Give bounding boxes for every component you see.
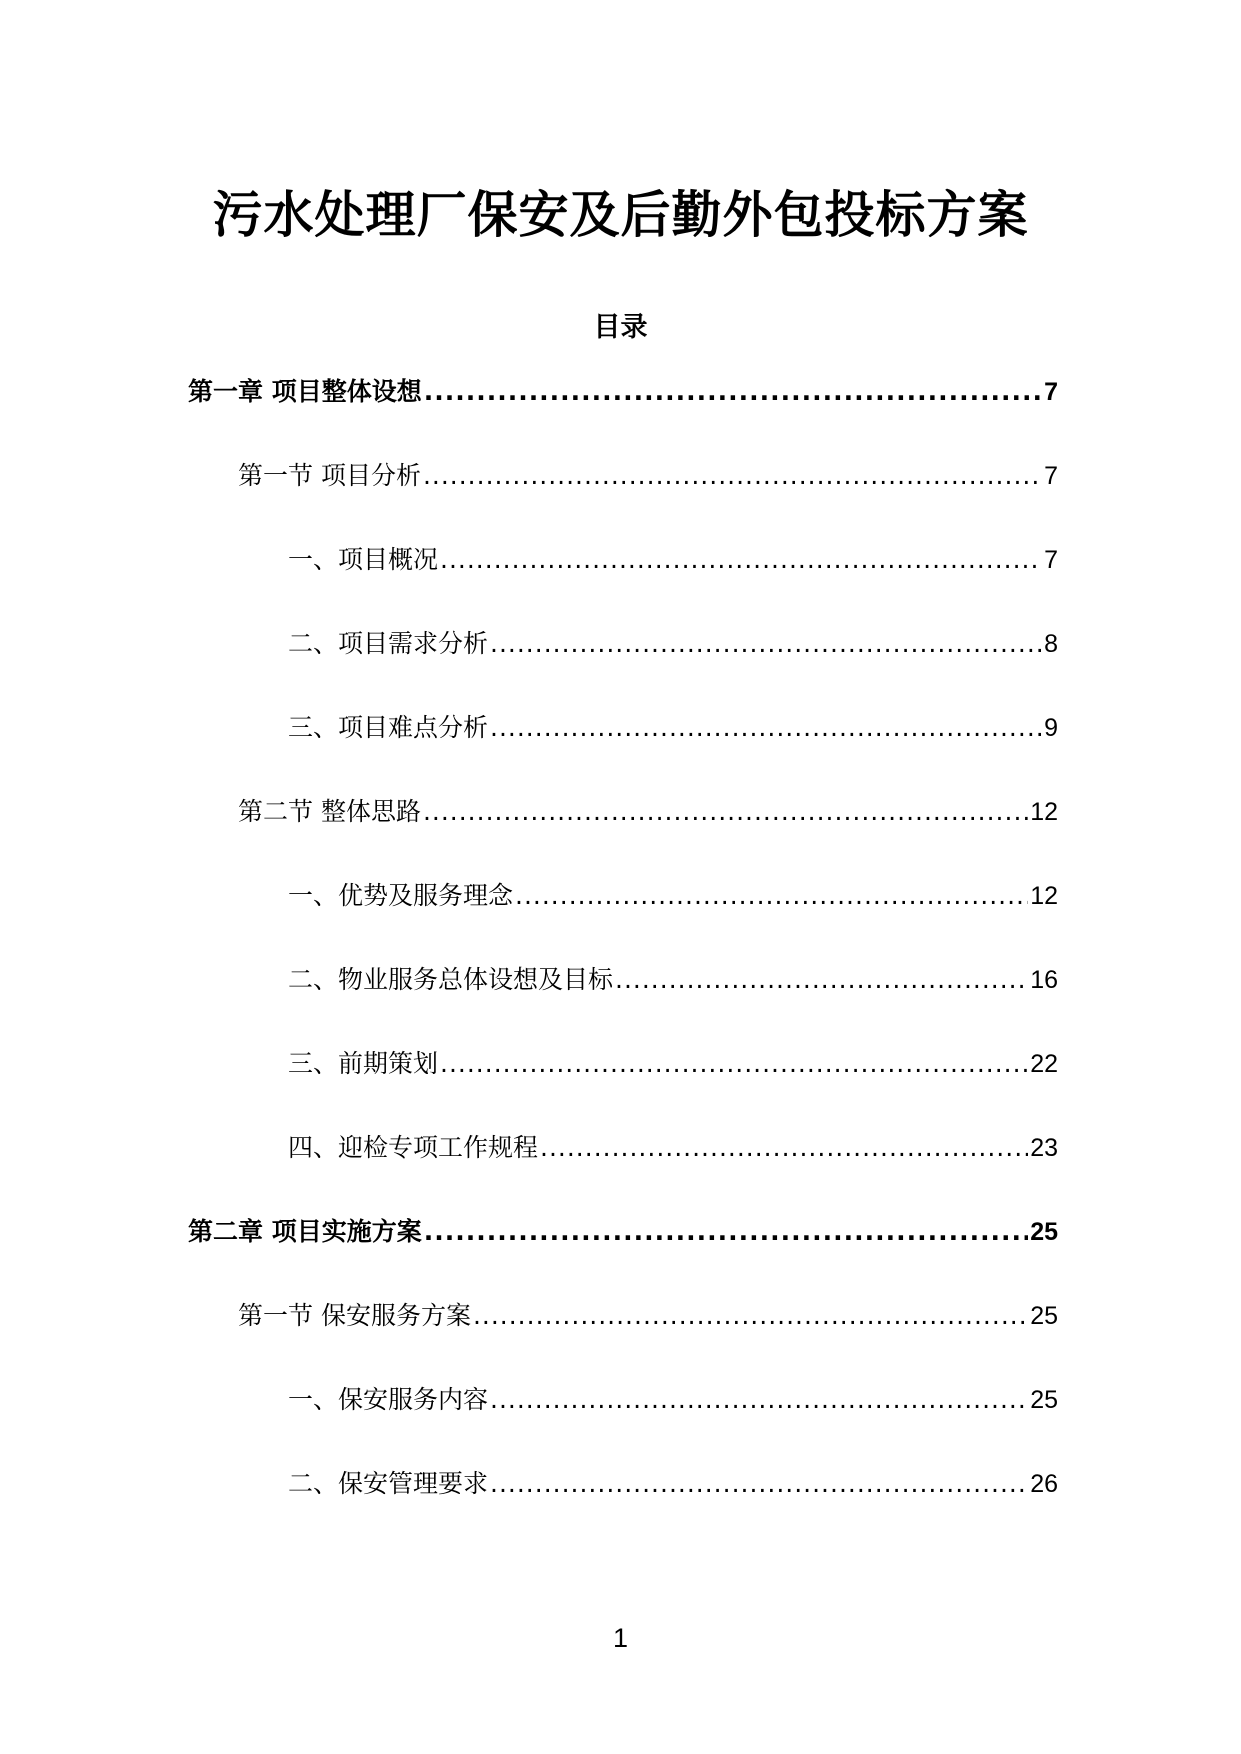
toc-heading: 目录 — [593, 312, 648, 343]
toc-leader-dots — [490, 1464, 1028, 1504]
toc-entry-label: 第一章 项目整体设想 — [188, 377, 422, 406]
toc-leader-dots — [615, 960, 1028, 1000]
toc-entry-section-2-1[interactable] — [188, 1296, 1058, 1380]
document-title: 污水处理厂保安及后勤外包投标方案 — [212, 186, 1029, 244]
toc-entry-label: 第一节 保安服务方案 — [238, 1301, 471, 1330]
toc-entry-chapter-1[interactable] — [188, 372, 1058, 456]
toc-entry-page: 7 — [1044, 462, 1058, 490]
toc-entry-label: 三、前期策划 — [288, 1049, 439, 1078]
toc-leader-dots — [473, 1296, 1028, 1336]
toc-leader-dots — [515, 876, 1028, 916]
toc-entry-page: 16 — [1030, 966, 1058, 994]
toc-entry-label: 第一节 项目分析 — [238, 461, 421, 490]
toc-leader-dots — [423, 456, 1042, 496]
toc-entry-label: 三、项目难点分析 — [288, 713, 489, 742]
page-number: 1 — [612, 1623, 629, 1653]
toc-leader-dots — [440, 540, 1042, 580]
toc-entry-item[interactable] — [188, 708, 1058, 792]
toc-entry-label: 第二节 整体思路 — [238, 797, 421, 826]
toc-entry-page: 25 — [1030, 1218, 1058, 1246]
toc-entry-label: 一、优势及服务理念 — [288, 881, 514, 910]
toc-entry-item[interactable] — [188, 876, 1058, 960]
toc-leader-dots — [424, 1212, 1028, 1252]
toc-leader-dots — [490, 708, 1042, 748]
toc-leader-dots — [540, 1128, 1028, 1168]
toc-entry-page: 7 — [1044, 378, 1058, 406]
toc-entry-page: 26 — [1030, 1470, 1058, 1498]
toc-entry-label: 四、迎检专项工作规程 — [288, 1133, 539, 1162]
toc-entry-section-1-1[interactable] — [188, 456, 1058, 540]
toc-entry-page: 23 — [1030, 1134, 1058, 1162]
toc-entry-chapter-2[interactable] — [188, 1212, 1058, 1296]
toc-leader-dots — [440, 1044, 1028, 1084]
toc-leader-dots — [423, 792, 1028, 832]
toc-entry-item[interactable] — [188, 1380, 1058, 1464]
toc-entry-label: 一、项目概况 — [288, 545, 439, 574]
toc-entry-page: 25 — [1030, 1386, 1058, 1414]
toc-entry-page: 8 — [1044, 630, 1058, 658]
table-of-contents — [188, 372, 1058, 1548]
toc-leader-dots — [424, 372, 1042, 412]
toc-entry-item[interactable] — [188, 540, 1058, 624]
toc-entry-page: 25 — [1030, 1302, 1058, 1330]
toc-entry-page: 9 — [1044, 714, 1058, 742]
toc-entry-label: 一、保安服务内容 — [288, 1385, 489, 1414]
toc-entry-label: 二、保安管理要求 — [288, 1469, 489, 1498]
toc-entry-page: 12 — [1030, 798, 1058, 826]
toc-entry-item[interactable] — [188, 960, 1058, 1044]
toc-entry-page: 12 — [1030, 882, 1058, 910]
toc-entry-section-1-2[interactable] — [188, 792, 1058, 876]
toc-entry-item[interactable] — [188, 1464, 1058, 1548]
toc-entry-page: 22 — [1030, 1050, 1058, 1078]
toc-entry-label: 第二章 项目实施方案 — [188, 1217, 422, 1246]
toc-entry-label: 二、项目需求分析 — [288, 629, 489, 658]
toc-leader-dots — [490, 1380, 1028, 1420]
toc-entry-item[interactable] — [188, 1128, 1058, 1212]
toc-leader-dots — [490, 624, 1042, 664]
toc-entry-label: 二、物业服务总体设想及目标 — [288, 965, 614, 994]
toc-entry-page: 7 — [1044, 546, 1058, 574]
toc-entry-item[interactable] — [188, 1044, 1058, 1128]
toc-entry-item[interactable] — [188, 624, 1058, 708]
